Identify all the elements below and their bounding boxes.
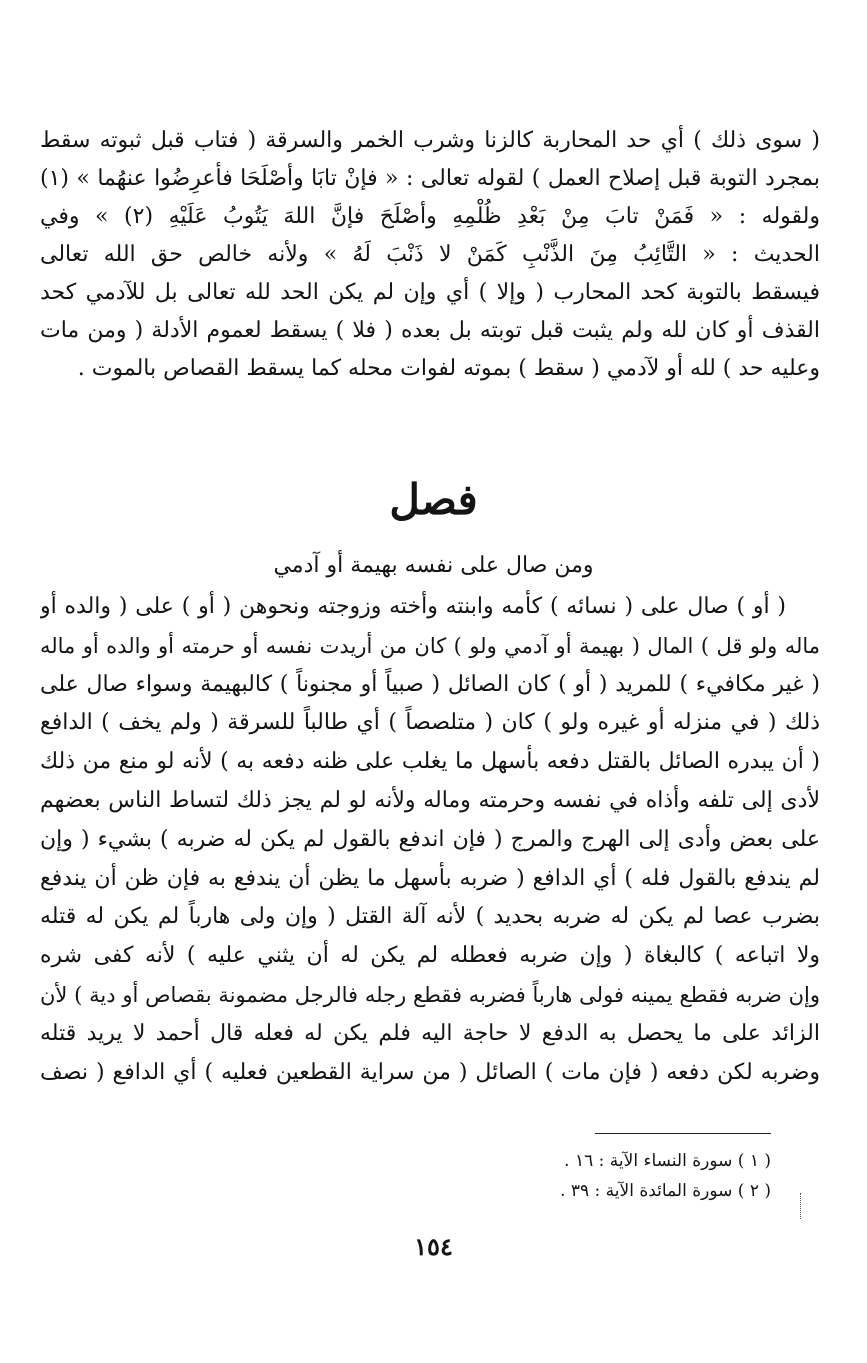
text-line: بمجرد التوبة قبل إصلاح العمل ) لقوله تعالى : « فإنْ تابَا وأصْلَحَا فأعرِضُوا عنهُما » (١)	[40, 166, 820, 191]
text-line: ولا اتباعه ) كالبغاة ( وإن ضربه فعطله لم يكن له أن يثني عليه ) لأنه كفى شره	[40, 943, 820, 969]
footnote: ( ٢ ) سورة المائدة الآية : ٣٩ .	[560, 1181, 771, 1201]
section-subheading: ومن صال على نفسه بهيمة أو آدمي	[273, 553, 594, 578]
text-line: على بعض وأدى إلى الهرج والمرج ( فإن اندفع بالقول لم يكن له ضربه ) بشيء ( وإن	[40, 826, 820, 852]
text-line: وعليه حد ) لله أو لآدمي ( سقط ) بموته لفوات محله كما يسقط القصاص بالموت .	[77, 356, 820, 381]
paragraph-1	[40, 122, 820, 388]
text-line: ذلك ( في منزله أو غيره ولو ) كان ( متلصصاً ) أي طالباً للسرقة ( ولم يخف ) الدافع	[40, 710, 820, 736]
section-heading: فصل	[389, 475, 478, 524]
text-line: القذف أو كان لله ولم يثبت قبل توبته بل بعده ( فلا ) يسقط لعموم الأدلة ( ومن مات	[40, 318, 820, 343]
text-line: ولقوله : « فَمَنْ تابَ مِنْ بَعْدِ ظُلْمِهِ وأصْلَحَ فإنَّ اللهَ يَتُوبُ عَلَيْهِ (٢) » وفي	[40, 204, 820, 229]
footnote-separator	[595, 1133, 771, 1134]
text-line: ( أو ) صال على ( نسائه ) كأمه وابنته وأخته وزوجته ونحوهن ( أو ) على ( والده أو	[40, 594, 786, 619]
text-line: الزائد على ما يحصل به الدفع لا حاجة اليه فلم يكن له فعله قال أحمد لا يريد قتله	[40, 1020, 820, 1046]
text-line: ( غير مكافيء ) للمريد ( أو ) كان الصائل ( صبياً أو مجنوناً ) كالبهيمة وسواء صال على	[40, 671, 820, 697]
text-line: لم يندفع بالقول فله ) أي الدافع ( ضربه بأسهل ما يظن أن يندفع به فإن ظن أن يندفع	[40, 865, 820, 891]
text-line: فيسقط بالتوبة كحد المحارب ( وإلا ) أي وإن لم يكن الحد لله تعالى بل للآدمي كحد	[40, 280, 820, 305]
text-line: الحديث : « التَّائِبُ مِنَ الذَّنْبِ كَمَنْ لا ذَنْبَ لَهُ » ولأنه خالص حق الله تعالى	[40, 242, 820, 267]
text-line: ( أن يبدره الصائل بالقتل دفعه بأسهل ما يغلب على ظنه دفعه به ) لأنه لو منع من ذلك	[40, 749, 820, 775]
text-line: ماله ولو قل ) المال ( بهيمة أو آدمي ولو ) كان من أريدت نفسه أو حرمته أو والده أو ماله	[40, 633, 820, 658]
text-line: وضربه لكن دفعه ( فإن مات ) الصائل ( من سراية القطعين فعليه ) أي الدافع ( نصف	[40, 1059, 820, 1085]
margin-mark	[800, 1193, 809, 1219]
text-line: ( سوى ذلك ) أي حد المحاربة كالزنا وشرب الخمر والسرقة ( فتاب قبل ثبوته سقط	[40, 128, 820, 153]
footnotes	[271, 1146, 771, 1206]
text-line: لأدى إلى تلفه وأذاه في نفسه وحرمته وماله ولأنه لو لم يجز ذلك لتساط الناس بعضهم	[40, 787, 820, 813]
page-number: ١٥٤	[414, 1232, 453, 1261]
footnote: ( ١ ) سورة النساء الآية : ١٦ .	[564, 1151, 771, 1171]
paragraph-2	[40, 588, 820, 1092]
text-line: بضرب عصا لم يكن له ضربه بحديد ) لأنه آلة القتل ( وإن ولى هارباً لم يكن له قتله	[40, 904, 820, 930]
text-line: وإن ضربه فقطع يمينه فولى هارباً فضربه فقطع رجله فالرجل مضمونة بقصاص أو دية ) لأن	[40, 982, 820, 1007]
